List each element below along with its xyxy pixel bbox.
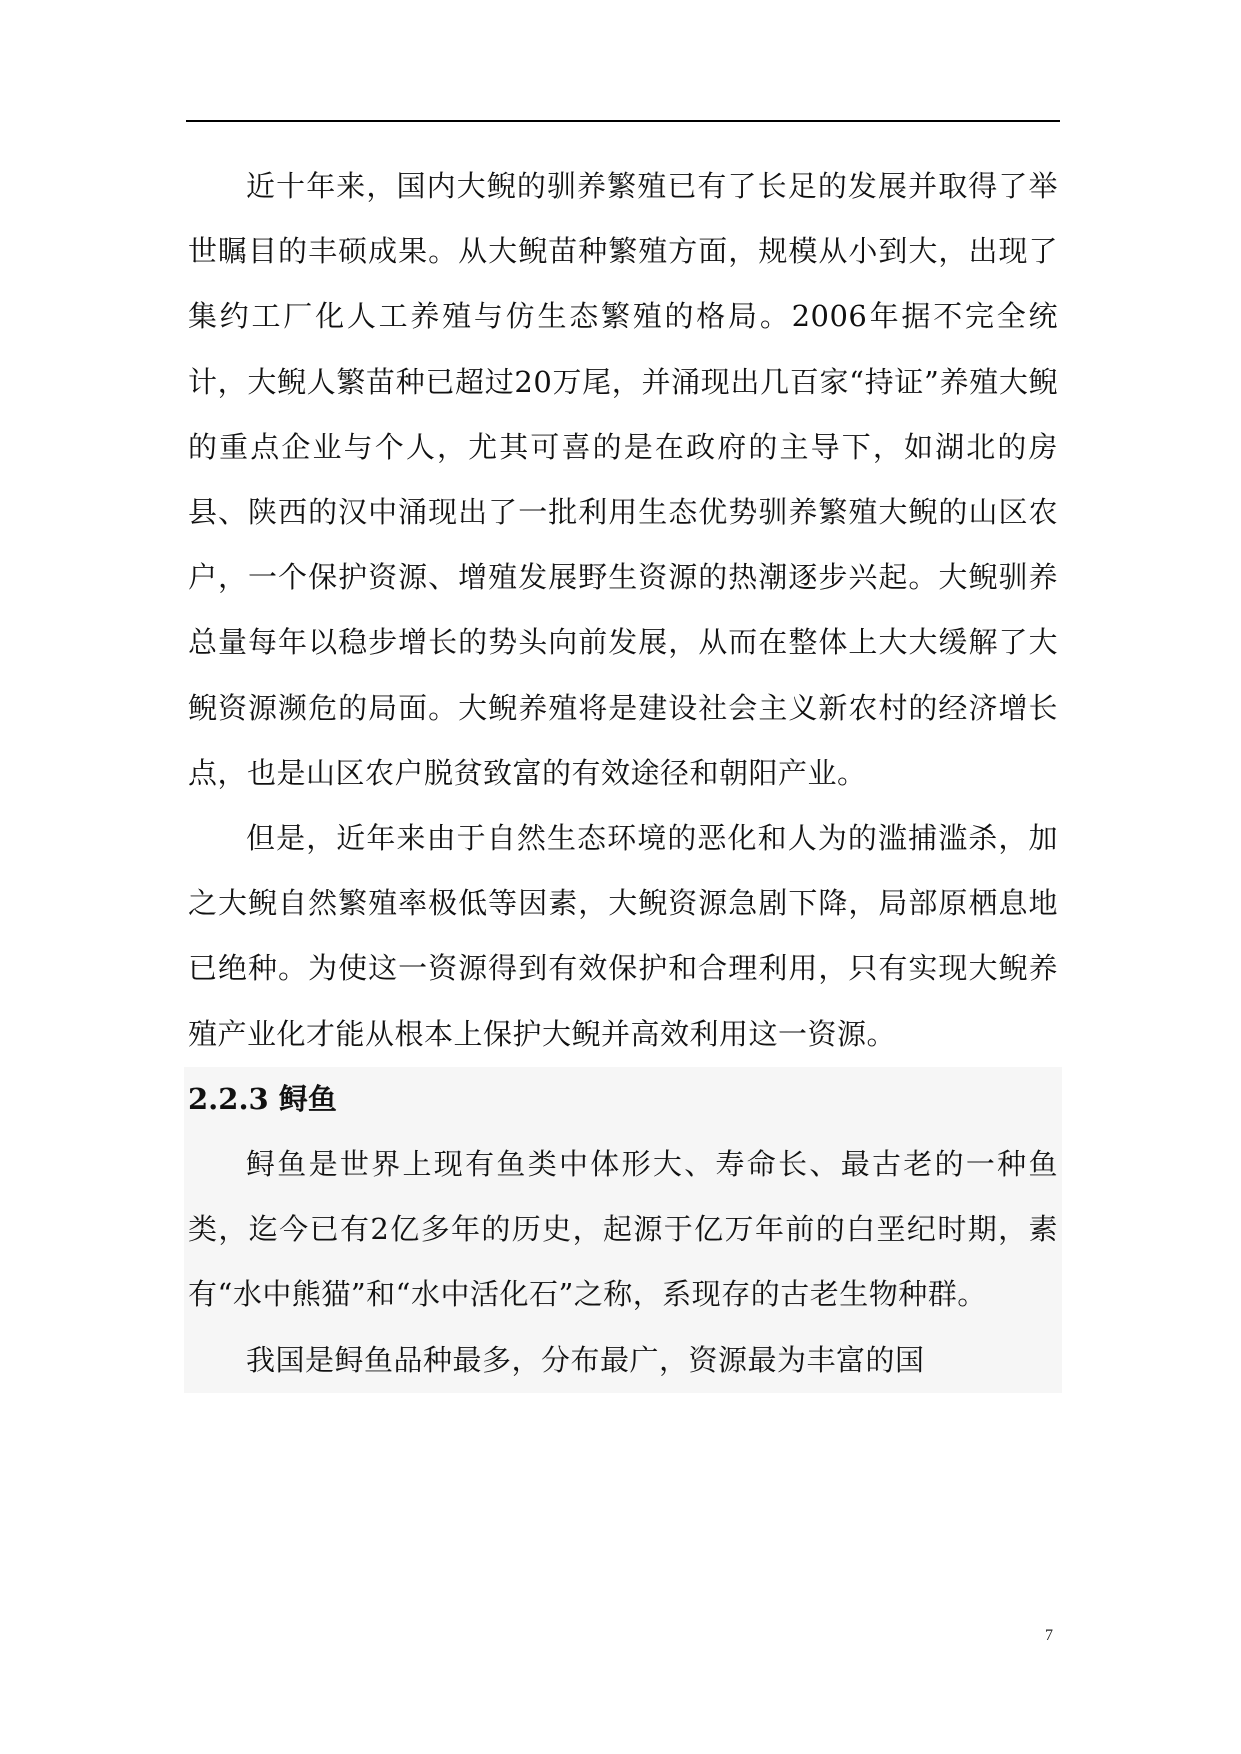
page-number: 7 (1045, 1627, 1053, 1644)
page-body (188, 154, 1058, 1393)
paragraph-sturgeon-intro: 鲟鱼是世界上现有鱼类中体形大、寿命长、最古老的一种鱼类，迄今已有2亿多年的历史，起源于亿万年前的白垩纪时期，素有“水中熊猫”和“水中活化石”之称，系现存的古老生物种群。 (184, 1132, 1062, 1328)
paragraph-giant-salamander-breeding: 近十年来，国内大鲵的驯养繁殖已有了长足的发展并取得了举世瞩目的丰硕成果。从大鲵苗种繁殖方面，规模从小到大，出现了集约工厂化人工养殖与仿生态繁殖的格局。2006年据不完全统计，大鲵人繁苗种已超过20万尾，并涌现出几百家“持证”养殖大鲵的重点企业与个人，尤其可喜的是在政府的主导下，如湖北的房县、陕西的汉中涌现出了一批利用生态优势驯养繁殖大鲵的山区农户，一个保护资源、增殖发展野生资源的热潮逐步兴起。大鲵驯养总量每年以稳步增长的势头向前发展，从而在整体上大大缓解了大鲵资源濒危的局面。大鲵养殖将是建设社会主义新农村的经济增长点，也是山区农户脱贫致富的有效途径和朝阳产业。 (188, 169, 1058, 790)
section-heading-sturgeon: 2.2.3 鲟鱼 (184, 1067, 1062, 1132)
paragraph-sturgeon-china: 我国是鲟鱼品种最多，分布最广，资源最为丰富的国 (184, 1328, 1062, 1393)
header-rule (186, 120, 1060, 122)
paragraph-giant-salamander-decline: 但是，近年来由于自然生态环境的恶化和人为的滥捕滥杀，加之大鲵自然繁殖率极低等因素，大鲵资源急剧下降，局部原栖息地已绝种。为使这一资源得到有效保护和合理利用，只有实现大鲵养殖产业化才能从根本上保护大鲵并高效利用这一资源。 (188, 821, 1058, 1051)
